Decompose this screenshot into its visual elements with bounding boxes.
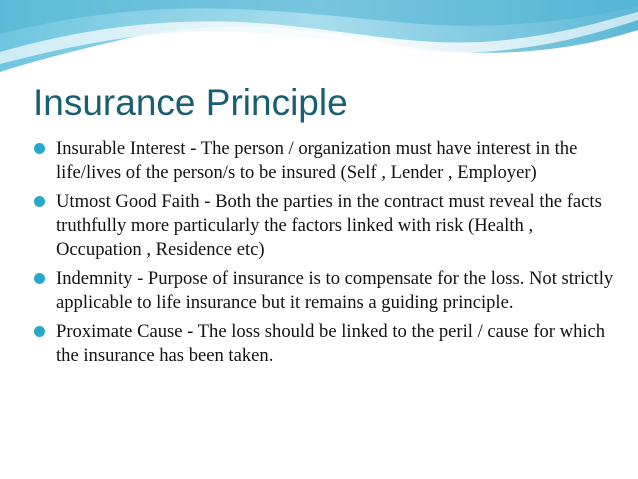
bullet-item-utmost-good-faith [34,190,614,262]
bullet-dot-icon [34,143,45,154]
bullet-dot-icon [34,196,45,207]
bullet-text: Utmost Good Faith - Both the parties in the contract must reveal the facts truthfully more particularly the factors linked with risk (Health , Occupation , Residence etc) [56,191,602,260]
bullet-list [34,137,614,373]
bullet-text: Insurable Interest - The person / organization must have interest in the life/lives of the person/s to be insured (Self , Lender , Employer) [56,138,578,183]
bullet-text: Proximate Cause - The loss should be linked to the peril / cause for which the insurance has been taken. [56,321,606,366]
bullet-item-proximate-cause [34,320,614,368]
bullet-dot-icon [34,273,45,284]
bullet-item-indemnity [34,267,614,315]
bullet-dot-icon [34,326,45,337]
slide-title: Insurance Principle [33,82,348,123]
bullet-item-insurable-interest [34,137,614,185]
bullet-text: Indemnity - Purpose of insurance is to compensate for the loss. Not strictly applicable to life insurance but it remains a guiding principle. [56,268,614,313]
wave-header-decoration [0,0,638,80]
